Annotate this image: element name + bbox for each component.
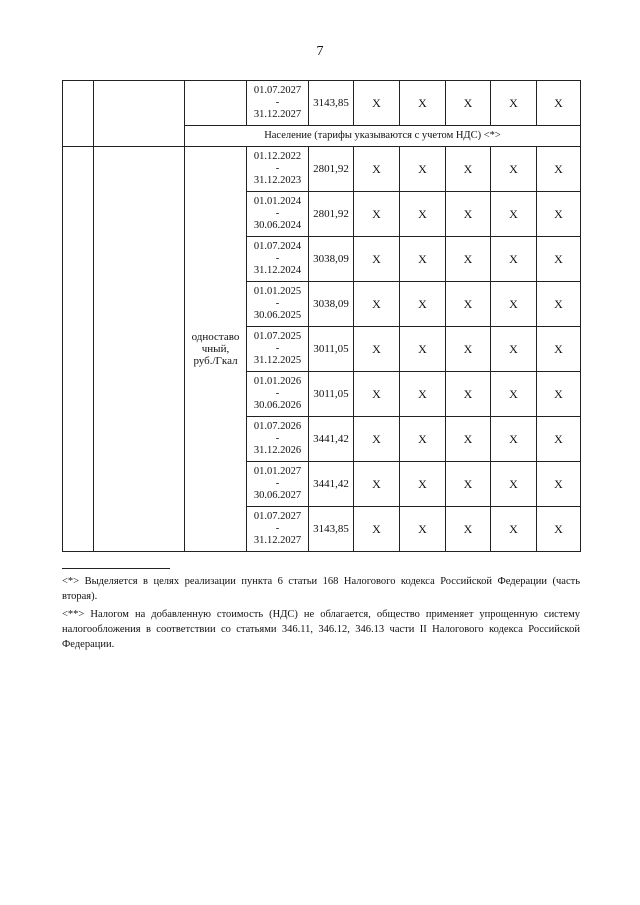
period-end: 31.12.2025 (253, 355, 302, 366)
tariff-value: 3011,05 (309, 327, 354, 372)
empty-cell-number (63, 147, 94, 552)
x-mark: X (400, 237, 446, 282)
period-start: 01.07.2026 (253, 421, 302, 432)
x-mark: X (446, 462, 491, 507)
page-number: 7 (316, 44, 324, 59)
x-mark: X (354, 417, 400, 462)
tariff-value: 3441,42 (309, 417, 354, 462)
period-dash: - (275, 523, 280, 534)
period-dash: - (275, 97, 280, 108)
period-dash: - (275, 433, 280, 444)
period-start: 01.01.2025 (253, 286, 302, 297)
footnotes (62, 574, 580, 655)
x-mark: X (537, 462, 581, 507)
period-cell (247, 237, 309, 282)
x-mark: X (446, 237, 491, 282)
period-start: 01.07.2024 (253, 241, 302, 252)
period-cell (247, 417, 309, 462)
x-mark: X (400, 507, 446, 552)
table-row (63, 147, 581, 192)
period-cell (247, 462, 309, 507)
x-mark: X (537, 507, 581, 552)
x-mark: X (537, 81, 581, 126)
x-mark: X (354, 237, 400, 282)
period-start: 01.07.2027 (253, 511, 302, 522)
x-mark: X (400, 282, 446, 327)
empty-cell-name (94, 147, 185, 552)
x-mark: X (446, 327, 491, 372)
x-mark: X (491, 372, 537, 417)
x-mark: X (400, 81, 446, 126)
x-mark: X (537, 282, 581, 327)
x-mark: X (400, 462, 446, 507)
x-mark: X (354, 372, 400, 417)
x-mark: X (491, 282, 537, 327)
tariff-value: 3441,42 (309, 462, 354, 507)
x-mark: X (537, 327, 581, 372)
period-start: 01.07.2025 (253, 331, 302, 342)
tariff-value: 3038,09 (309, 282, 354, 327)
period-end: 30.06.2026 (253, 400, 302, 411)
tariff-value: 3011,05 (309, 372, 354, 417)
x-mark: X (491, 417, 537, 462)
x-mark: X (491, 507, 537, 552)
period-dash: - (275, 163, 280, 174)
period-start: 01.12.2022 (253, 151, 302, 162)
x-mark: X (400, 147, 446, 192)
period-start: 01.01.2024 (253, 196, 302, 207)
x-mark: X (354, 81, 400, 126)
period-end: 30.06.2025 (253, 310, 302, 321)
x-mark: X (537, 192, 581, 237)
tariff-table-body (63, 81, 581, 552)
tariff-value: 2801,92 (309, 147, 354, 192)
x-mark: X (446, 417, 491, 462)
x-mark: X (491, 81, 537, 126)
period-end: 30.06.2024 (253, 220, 302, 231)
x-mark: X (446, 81, 491, 126)
empty-cell-name (94, 81, 185, 147)
period-dash: - (275, 343, 280, 354)
period-cell (247, 372, 309, 417)
x-mark: X (537, 417, 581, 462)
period-dash: - (275, 388, 280, 399)
x-mark: X (446, 507, 491, 552)
x-mark: X (354, 147, 400, 192)
period-dash: - (275, 298, 280, 309)
x-mark: X (354, 327, 400, 372)
period-cell (247, 192, 309, 237)
x-mark: X (446, 192, 491, 237)
footnote-divider (62, 568, 170, 569)
x-mark: X (446, 372, 491, 417)
x-mark: X (491, 192, 537, 237)
unit-line: чный, (201, 343, 230, 355)
x-mark: X (354, 507, 400, 552)
x-mark: X (400, 417, 446, 462)
period-start: 01.01.2026 (253, 376, 302, 387)
tariff-table (62, 80, 581, 552)
x-mark: X (537, 372, 581, 417)
empty-cell-unit-top (185, 81, 247, 126)
period-end: 30.06.2027 (253, 490, 302, 501)
period-cell (247, 327, 309, 372)
period-start: 01.01.2027 (253, 466, 302, 477)
period-end: 31.12.2026 (253, 445, 302, 456)
period-cell (247, 507, 309, 552)
x-mark: X (491, 147, 537, 192)
footnote-vat-allocation: <*> Выделяется в целях реализации пункта 6 статьи 168 Налогового кодекса Российской Федерации (часть вторая). (62, 576, 580, 602)
tariff-value: 2801,92 (309, 192, 354, 237)
x-mark: X (354, 282, 400, 327)
x-mark: X (446, 282, 491, 327)
period-cell (247, 282, 309, 327)
period-end: 31.12.2024 (253, 265, 302, 276)
period-dash: - (275, 478, 280, 489)
unit-line: одноставо (191, 331, 240, 343)
x-mark: X (537, 147, 581, 192)
unit-cell (185, 147, 247, 552)
x-mark: X (491, 237, 537, 282)
x-mark: X (354, 462, 400, 507)
x-mark: X (537, 237, 581, 282)
period-end: 31.12.2027 (253, 109, 302, 120)
period-cell (247, 147, 309, 192)
x-mark: X (354, 192, 400, 237)
period-end: 31.12.2023 (253, 175, 302, 186)
period-dash: - (275, 253, 280, 264)
tariff-value: 3143,85 (309, 507, 354, 552)
x-mark: X (446, 147, 491, 192)
x-mark: X (400, 372, 446, 417)
section-title: Население (тарифы указываются с учетом НДС) <*> (185, 126, 581, 147)
x-mark: X (400, 327, 446, 372)
table-row-top (63, 81, 581, 126)
x-mark: X (400, 192, 446, 237)
x-mark: X (491, 327, 537, 372)
period-dash: - (275, 208, 280, 219)
unit-line: руб./Гкал (193, 355, 238, 367)
period-start: 01.07.2027 (253, 85, 302, 96)
tariff-value: 3143,85 (309, 81, 354, 126)
empty-cell-number (63, 81, 94, 147)
period-end: 31.12.2027 (253, 535, 302, 546)
x-mark: X (491, 462, 537, 507)
period-cell (247, 81, 309, 126)
footnote-vat-exempt: <**> Налогом на добавленную стоимость (НДС) не облагается, общество применяет упрощенную систему налогообложения в соответствии со статьями 346.11, 346.12, 346.13 части II Налогового кодекса Российской Федерации. (62, 609, 580, 650)
tariff-value: 3038,09 (309, 237, 354, 282)
